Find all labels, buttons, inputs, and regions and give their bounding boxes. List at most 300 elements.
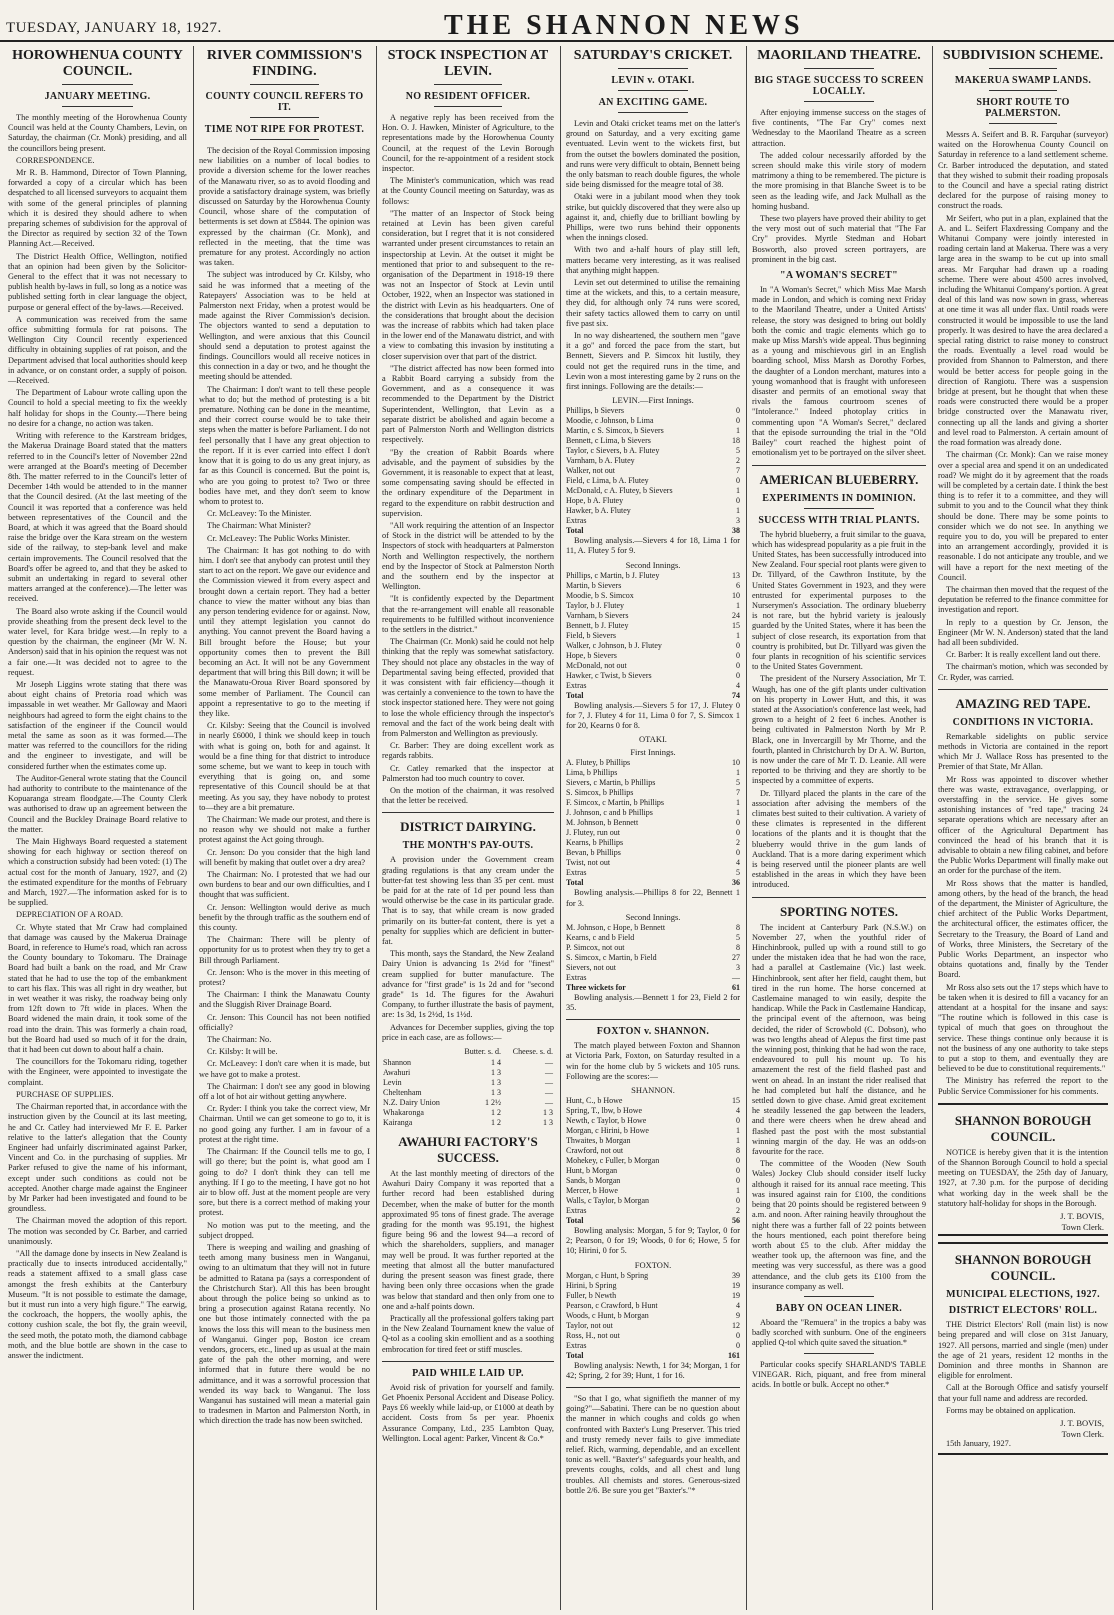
runs: 5 [736,868,740,878]
election-notice [938,1242,1108,1455]
runs: 1 [736,600,740,610]
batsman: Thwaites, b Morgan [566,1135,631,1145]
runs: 2 [736,1205,740,1215]
bowling-analysis: Bowling analysis.—Sievers 4 for 18, Lima 1 for 11, A. Flutey 5 for 9. [566,536,740,556]
article-paragraph: The president of the Nursery Association, Mr T. Waugh, has one of the gift plants under cultivation on his property in Lower Hutt, and this, it was stated at the Association's conference last week, had grown to a height of 2 feet 6 inches. Another is being cultivated in Palmerston North by Mr P. Black, one in Invercargill by Mr Thorne, and the fourth, planted in Christchurch by Dr A. W. Burton, is now under the care of Mr T. D. Leanie. All were reported to be thriving and they are shortly to be inspected by a committee of experts. [752,674,926,786]
divider [938,689,1108,690]
divider [434,84,503,85]
runs: 1 [736,768,740,778]
runs: 0 [736,818,740,828]
scorecard-row [566,768,740,778]
batsman: Martin, c S. Simcox, b Sievers [566,426,664,436]
article-subhead: MAKERUA SWAMP LANDS. [954,75,1092,86]
factory-name: N.Z. Dairy Union [383,1098,440,1108]
batsman: M. Johnson, b Bennett [566,818,639,828]
article-paragraph: The match played between Foxton and Shannon at Victoria Park, Foxton, on Saturday resulted in a win for the home club by 5 wickets and 105 runs. Following are the scores:— [566,1041,740,1081]
batsman: Sievers, not out [566,962,616,972]
article-headline: DISTRICT DAIRYING. [400,819,536,835]
scorecard-row [566,661,740,671]
divider [566,1387,740,1388]
article-paragraph: Mr R. B. Hammond, Director of Town Planning, forwarded a copy of a circular which has been despatched to all licensed surveyors to acquaint them with some of the general principles of planning which it is desired they should adhere to when preparing schemes of subdivision for the approval of the Director as required by section 32 of the Town Planning Act.—Received. [8,168,187,249]
runs: 15 [732,620,740,630]
advance-price: 1 2 [491,1118,502,1128]
scorecard-row [566,476,740,486]
article-paragraph: The Chairman: I don't see any good in blowing off a lot of hot air without getting anywhere. [199,1081,370,1102]
batsman: Hope, b Sievers [566,650,617,660]
batsman: Fuller, b Newth [566,1290,617,1300]
runs: 0 [736,670,740,680]
article-paragraph: In reply to a question by Cr. Jenson, the Engineer (Mr W. N. Anderson) stated that the land had all been subdivided. [938,617,1108,647]
batsman: J. Flutey, run out [566,828,620,838]
columns [6,46,1108,1610]
runs: 27 [732,952,740,962]
table-row [382,1108,554,1118]
article-subhead: SUCCESS WITH TRIAL PLANTS. [758,514,920,526]
advance-price: — [545,1058,553,1068]
table-header-cell: Butter. s. d. [464,1047,502,1057]
runs: 5 [736,446,740,456]
table-row [382,1118,554,1128]
article-paragraph: Cr. Jenson: Wellington would derive as much benefit by the through traffic as the southern end of this county. [199,902,370,933]
scorecard-row [566,838,740,848]
runs: 4 [736,858,740,868]
batsman: Bennett, b J. Flutey [566,620,629,630]
runs: 0 [736,1115,740,1125]
scorecard-row [566,1126,740,1136]
scorecard-row [566,1196,740,1206]
article-paragraph: In no way disheartened, the southern men "gave it a go" and forced the pace from the start, but Bennett, Sievers and P. Simcox hit lustily, they could not get the required runs in the time, and Levin won a most interesting game by 2 runs on the first innings. Following are the details:— [566,331,740,392]
divider [434,106,503,107]
borough-notice [938,1103,1108,1236]
runs: 0 [736,1175,740,1185]
article-paragraph: On the motion of the chairman, it was resolved that the letter be received. [382,786,554,806]
runs: 1 [736,808,740,818]
scorecard-row [566,1166,740,1176]
article-paragraph: The Chairman: It has got nothing to do with him. I don't see that anybody can protest until they start to act on the report. We gave our evidence and the Commission viewed it from every aspect and brought down a certain report. They had a better chance to view the matter without any bias than any person tendering evidence for or against. Now, until they attempt legislation you cannot do anything. You cannot prevent the Board having a Bill brought before the House; but your opportunity comes then to prevent the Bill becoming an Act. It will not be any Government department that will bring this Bill down; it will be the Manawatu-Oroua River Board sponsored by some member of Parliament. The Council can appoint a representative to go to the meeting if they like. [199,545,370,718]
article-paragraph: Levin set out determined to utilise the remaining time at the wickets, and this, to a certain measure, they did, for although only 74 runs were scored, their safety tactics allowed them to carry on until five past six. [566,278,740,328]
article-paragraph: Mr Seifert, who put in a plan, explained that the A. and L. Seifert Flaxdressing Company and the Whitanui Company were jointly interested in roading certain land at Makerua. There was a very large area in the swamp to be cut up into small areas. Mr Farquhar had drawn up a roading scheme. There were about 4500 acres involved, including the Whitanui Company's portion. A great deal of this land was now sown in grass, whereas at one time it was all under flax. Until roads were constructed it would be impossible to use the land properly. It was desired to have the area declared a special rating district to raise money to construct the roads. Eventually a level road would be provided from Shannon to Palmerston, and there would be better access for people going in the direction of Rangiotu. There was a suspension bridge at present, but he thought that when these roads were constructed there would be a proper bridge constructed over the Manawatu river, connecting up all the lands and giving a shorter and level road to Palmerston. A certain amount of the road formation was already done. [938,213,1108,448]
batsman: Extras [566,516,587,526]
article-paragraph: Cr. Kilsby: Seeing that the Council is involved in nearly £6000, I think we should keep in touch with what is going on, both for and against. It would be a fine thing for that district to introduce some scheme, but we want to keep in touch with everything that is going on, and some representative of this Council should be at that meeting. As you say, they have nobody to protest to—they are a bit premature. [199,721,370,812]
article-paragraph: Call at the Borough Office and satisfy yourself that your full name and address are recorded. [938,1383,1108,1403]
runs: 7 [736,788,740,798]
divider [752,465,926,466]
batsman: Field, b Sievers [566,630,616,640]
article-subhead: CONDITIONS IN VICTORIA. [952,716,1094,728]
article-paragraph: The chairman's motion, which was seconded by Cr. Ryder, was carried. [938,662,1108,682]
runs: 1 [736,798,740,808]
runs: 0 [736,660,740,670]
runs: 4 [736,1105,740,1115]
scorecard-row [566,486,740,496]
batsman: Hawker, b A. Flutey [566,506,631,516]
scorecard-row [566,651,740,661]
notice-subhead: DISTRICT ELECTORS' ROLL. [948,1305,1098,1317]
runs: 1 [736,426,740,436]
divider [250,84,318,85]
advance-price: 1 2½ [485,1098,502,1108]
batsman: Walker, c Johnson, b J. Flutey [566,640,662,650]
divider [804,68,874,69]
notice-date: 15th January, 1927. [946,1438,1011,1448]
batsman: Taylor, b J. Flutey [566,600,625,610]
article-paragraph: The Chairman: I think the Manawatu County and the Sluggish River Drainage Board. [199,990,370,1010]
advert-text: "So that I go, what signifieth the manner of my going?"—Sabatini. There can be no question about the manner in which coughs and colds go when confronted with Baxter's Lung Preserver. This tried and trusty remedy never fails to give immediate relief. Rich, warming, dependable, and an excellent tonic as well. "Baxter's" safeguards your health, and prevents coughs, colds, and all chest and lung troubles. All chemists and stores. Generous-sized bottle 2/6. Be sure you get "Baxter's."* [566,1393,740,1495]
innings-title: Second Innings. [625,911,681,922]
scorecard-row [566,601,740,611]
article-paragraph: The subject was introduced by Cr. Kilsby, who said he was informed that a meeting of the Ratepayers' Association was to be held at Palmerston next Friday, when a protest would be made against the River Commission's decision. The objectors wanted to send a deputation to Wellington, and were anxious that this Council should send a deputation to protest against the findings. Councillors would all receive notices in this connection in a day or two, and he thought the meeting should be attended. [199,270,370,382]
article-paragraph: Cr. Whyte stated that Mr Craw had complained that damage was caused by the Makerua Drainage Board, in reference to Hume's road, which ran across the County boundary to Tokomaru. The Drainage Board had built a bank on the road, and Mr Craw stated that he had to use the top of the embankment to cart his flax. This was all right in dry weather, but in wet weather it was risky, the roadway being only from 12ft down to 7ft wide in places. When the Board widened the main drain, it took some of the road into the drain. This was formerly a chain road, but the Board had used so much of it for the drain, that it had been cut down to about half a chain. [8,922,187,1055]
scorecard-row [566,828,740,838]
batsman: S. Simcox, c Martin, b Field [566,952,657,962]
article-paragraph: The decision of the Royal Commission imposing new liabilities on a number of local bodies to provide a diversion scheme for the lower reaches of the Manawatu river, so as to avoid flooding and provide a satisfactory drainage system, was briefly discussed on Saturday by the Horowhenua County Council, whose share of the computation of betterments is set down at £5844. The opinion was expressed by the chairman (Cr. Monk), and reflected in the meeting, that the time was premature for any protest. Accordingly no action was taken. [199,146,370,268]
article-paragraph: The Board also wrote asking if the Council would provide sheathing from the present deck level to the water level, for Kara bridge west.—In reply to a question by the chairman, the engineer (Mr W. N. Anderson) said that in his opinion the request was not a fair one.—It was decided not to agree to the request. [8,606,187,677]
article-paragraph: Cr. Catley remarked that the inspector at Palmerston had too much country to cover. [382,763,554,783]
batsman: S. Simcox, b Phillips [566,788,634,798]
scorecard-row [566,1146,740,1156]
article-paragraph: Cr. McLeavey: The Public Works Minister. [207,533,351,543]
scorecard-row [566,1186,740,1196]
runs: 8 [736,942,740,952]
batsman: M. Johnson, c Hope, b Bennett [566,922,666,932]
newspaper-title: THE SHANNON NEWS [444,10,804,41]
runs: 0 [736,640,740,650]
runs: 12 [732,1320,740,1330]
scorecard-row [566,1301,740,1311]
article-body [382,113,554,806]
scorecard-row [566,1331,740,1341]
article-paragraph: The chairman then moved that the request of the deputation be referred to the finance committee for investigation and report. [938,584,1108,615]
advance-price: — [545,1068,553,1078]
scorecard [566,758,740,878]
article-paragraph: These two players have proved their ability to get the very most out of such material that "The Far Cry" provides. Myrtle Stedman and Hobart Bosworth, also proved screen portrayers, are prominent in the big cast. [752,214,926,264]
runs: 8 [736,922,740,932]
article-paragraph: A provision under the Government cream grading regulations is that any cream under the butter-fat test showing less than 35 per cent. must be paid for at the rate of 1d per pound less than would otherwise be the case in its particular grade. That is to say, that while cream is now graded primarily on its butter-fat content, there is yet a penalty for supplies which are deficient in butter-fat. [382,855,554,947]
article-paragraph: The incident at Canterbury Park (N.S.W.) on November 27, when the youthful rider of Hinchinbrook, pulled up with a round still to go under the mistaken idea that he had won the race, had a parallel at Castlemaine (Vic.) last week. Hinchinbrook, sent after her field, caught them, but tired in the run home. The horse concerned at Castlemaine managed to win easily, despite the handicap. While the Pack in Castlemaine Handicap, the principal event of the afternoon, was being decided, the rider of Scrowbold (C. Dobson), who was two lengths ahead of Alepus the first time past the winning post, thinking that he had won the race, endeavoured to pull his mount up. To his amazement the rest of the field flashed past and went on ahead. In an instant the rider realised that he had completed but half the distance, and he settled down to give chase. Amid great excitement he steadily lessened the gap between the leaders, and there were cheers when he drew ahead and flashed past the post with the most substantial winning margin of the day. He was an odds-on favourite for the race. [752,922,926,1157]
article-headline: AWAHURI FACTORY'S SUCCESS. [398,1134,538,1166]
advert-text: Particular cooks specify SHARLAND'S TABLE VINEGAR. Rich, piquant, and free from mineral acids. In bottle or bulk. Accept no other.* [752,1359,926,1389]
article-paragraph: The Ministry has referred the report to the Public Service Commissioner for his comments. [938,1076,1108,1096]
batsman: Walls, c Taylor, b Morgan [566,1195,650,1205]
scorecard-row [566,446,740,456]
advance-price: 1 3 [491,1068,502,1078]
table-header-cell [382,1046,454,1058]
runs: 24 [732,610,740,620]
scorecard-row [566,1156,740,1166]
batsman: Kearns, c and b Field [566,932,635,942]
advance-price: — [545,1098,553,1108]
article-paragraph: The committee of the Wooden (New South Wales) Jockey Club should consider itself lucky although it raised for its annual race meeting. This was insured against rain for £100, the conditions being that 20 points should be registered between 9 a.m. and noon. After raining heavily throughout the night there was a further fall of 22 points between the hours mentioned, each point therefore being worth about £5 to the club. After midday the weather took up, the afternoon was fine, and the meeting was very successful, as there was a good attendance, and the club gets its £100 from the insurance company as well. [752,1159,926,1291]
scorecard-row [566,571,740,581]
batsman: Morgan, c Hirini, b Howe [566,1125,649,1135]
batsman: Hawker, c Twist, b Sievers [566,670,652,680]
article-body [938,732,1108,1097]
divider [804,508,874,509]
batsman: Extras [566,1205,587,1215]
scorecard-row [566,496,740,506]
article-paragraph: "By the creation of Rabbit Boards where advisable, and the payment of subsidies by the Government, it is reasonable to expect that at least, some compensating saving should be effected in the ordinary expenditure of the Department in regard to the expenditure on rabbit destruction and supervision. [382,447,554,518]
runs: 4 [736,680,740,690]
masthead [0,0,1114,42]
scorecard-total: Total 74 [566,690,740,700]
runs: 0 [736,1330,740,1340]
article-headline: SATURDAY'S CRICKET. [573,48,733,63]
article-paragraph: There is weeping and wailing and gnashing of teeth among many business men in Wanganui, owing to an ultimatum that they will not in future be admitted to Ratana pa (says a correspondent of the Christchurch Star). All this has been brought about through the police being so unkind as to bring a prosecution against Ratana recently. No one but those intimately connected with the pa knows the loss this will mean to the business men of Wanganui. Ginger pop, Boston ice cream vendors, grocers, etc., lined up as usual at the main gate of the pah the other morning, and were informed that in future there would be no admittance, and it was a sorrowful procession that wended its way back to Wanganui. The loss Wanganui has sustained will mean a material gain to tradesmen in Marton and Palmerston North, in which direction the trade has now been switched. [199,1242,370,1426]
batsman: McDonald, c A. Flutey, b Sievers [566,486,673,496]
article-paragraph: The Chairman (Cr. Monk) said he could not help thinking that the reply was somewhat satisfactory. They should not place any obstacles in the way of Departmental saving being effected, provided that it was consistent with fair efficiency—though it was certainly a convenience to the town to have the stock inspector stationed here. They were not going to lose the whole efficiency through the inspector's removal and the fact of the work being dealt with from Palmerston and Wellington as previously. [382,637,554,738]
batsman: Mohekey, c Fuller, b Morgan [566,1155,660,1165]
article-paragraph: Cr. Jenson: Do you consider that the high land will benefit by making that outlet over a dry area? [199,847,370,867]
divider [382,812,554,813]
table-header-cell: Cheese. s. d. [512,1047,553,1057]
divider [804,101,874,102]
scorecard-row [566,1271,740,1281]
scorecard-row [566,848,740,858]
column-1 [6,46,187,1610]
factory-name: Levin [383,1078,402,1088]
notice-signature-title: Town Clerk. [1061,1222,1104,1233]
scorecard-row [566,581,740,591]
batsman: F. Simcox, c Martin, b Phillips [566,798,665,808]
table-row [382,1078,554,1088]
batsman: Martin, b Sievers [566,580,622,590]
scorecard-row [566,1311,740,1321]
batsman: Moodie, b S. Simcox [566,590,634,600]
article-paragraph: Mr Joseph Liggins wrote stating that there was about eight chains of Pretoria road which was impassable in wet weather. Mr Galloway and Maori neighbours had agreed to form the eight chains to the satisfaction of the engineer if the Council would metal the same as soon as it was formed.—The matter was referred to the councillors for the riding and the engineer to investigate, and will be considered further when the estimates come up. [8,679,187,771]
scorecard-row [566,406,740,416]
runs: 2 [736,838,740,848]
scorecard-row [566,818,740,828]
runs: 0 [736,416,740,426]
article-paragraph: With two and a-half hours of play still left, matters became very interesting, as it was realised that anything might happen. [566,245,740,275]
article-paragraph: The hybrid blueberry, a fruit similar to the guava, which has widespread popularity as a pie fruit in the United States, has been successfully introduced into New Zealand. Four special root plants were given to Dr. Tillyard, of the Cawthron Institute, by the United States Government in 1923, and they were entrusted for experimental purposes to the Nurserymen's Association. The ordinary blueberry is not rare, but the hybrid variety is jealously guarded by the United States, where it has been the subject of close research, its exportation from that country is prohibited, but Dr. Tillyard was given the four plants in recognition of his scientific services to the United States Government. [752,529,926,672]
article-subhead: NO RESIDENT OFFICER. [405,91,531,102]
article-paragraph: This month, says the Standard, the New Zealand Dairy Union is advancing 1s 2½d for "finest" cream supplied for butter manufacture. The advance for "first grade" is 1s 2d and for "second grade" 1s 1d. The figures for the Awahuri Company, to further illustrate the basis of payment, are: 1s 3d, 1s 2½d, 1s 1½d. [382,949,554,1020]
article-headline: RIVER COMMISSION'S FINDING. [206,48,363,79]
runs: 1 [736,630,740,640]
scorecard [566,1096,740,1216]
divider [989,123,1057,124]
runs: 1 [736,506,740,516]
runs: 0 [736,406,740,416]
article-paragraph: The monthly meeting of the Horowhenua County Council was held at the County Chambers, Levin, on Saturday, the chairman (Cr. Monk) presiding, and all the councillors being present. [8,113,187,153]
scorecard-row [566,631,740,641]
article-paragraph: The Chairman reported that, in accordance with the instruction given by the Council at its last meeting, he and Cr. Catley had interviewed Mr F. E. Parker relative to the latter's allegation that the County Engineer had unfairly discriminated against Parker, Vincent and Co. in the purchasing of supplies. Mr Parker refused to give the name of his informant, except under such conditions as could not be accepted. Another charge made against the Engineer by Mr Parker had been investigated and found to be groundless. [8,1102,187,1214]
advance-price: 1 3 [543,1108,553,1118]
scorecard-row [566,1176,740,1186]
table-row [382,1088,554,1098]
bowling-analysis: Bowling analysis: Newth, 1 for 34; Morgan, 1 for 42; Spring, 2 for 39; Hunt, 1 for 16. [566,1360,740,1380]
batsman: Walker, not out [566,466,616,476]
article-paragraph: Mr Ross shows that the matter is handled, among others, by the head of the branch, the head of the department, the Minister of Agriculture, the chief architect of the Public Works Department, the architectural officer, the estimates officer, the Secretary to the Treasury, the Board of Land and of Works, three Ministers, the Secretary of the Public Works Department, an inspector who obtains quotations and, finally by the Tender Board. [938,878,1108,980]
article-paragraph: A communication was received from the same office submitting formula for rat poisons. The Wellington City Council recently experienced difficulty in obtaining supplies of rat poison, and the Department advised that local authorities should keep in advance, or on constant order, a supply of poison.—Received. [8,314,187,386]
runs: 0 [736,828,740,838]
team-title: SHANNON. [631,1084,675,1095]
article-paragraph: "It is confidently expected by the Department that the re-arrangement will enable all reasonable requirements to be fulfilled without inconvenience to the settlers in the district." [382,594,554,634]
article-paragraph: Messrs A. Seifert and B. R. Farquhar (surveyor) waited on the Horowhenua County Council on Saturday in reference to a land settlement scheme. Cr. Barber introduced the deputation, and stated that they wished to submit their roading proposals to the Council and have a special rating district declared for the purpose of raising money to construct the roads. [938,130,1108,211]
runs: 0 [736,476,740,486]
divider [250,139,318,140]
article-body [199,146,370,1427]
batsman: Hope, b A. Flutey [566,496,624,506]
scorecard-row [566,611,740,621]
batsman: Ross, H., not out [566,1330,620,1340]
article-headline: SPORTING NOTES. [779,903,898,919]
article-subhead: LEVIN v. OTAKI. [611,75,695,86]
runs: 5 [736,778,740,788]
runs: — [732,972,740,982]
scorecard-row [566,1206,740,1216]
batsman: Extras [566,1340,587,1350]
scorecard-row [566,591,740,601]
article-paragraph: Cr. Ryder: I think you take the correct view, Mr Chairman. Until we can get someone to go to, it is no good going any further. I am in favour of a protest at the right time. [199,1104,370,1144]
runs: 9 [736,1310,740,1320]
batsman: Morgan, c Hunt, b Spring [566,1270,649,1280]
divider [804,1353,874,1354]
scorecard-row [566,641,740,651]
advance-price: 1 4 [491,1058,502,1068]
advance-price: 1 3 [491,1088,502,1098]
divider [62,106,134,107]
scorecard-total: Total 38 [566,526,740,536]
article-headline: SUBDIVISION SCHEME. [942,48,1104,63]
scorecard-row [566,466,740,476]
scorecard-row [566,1116,740,1126]
batsman: Lima, b Phillips [566,768,618,778]
factory-name: Kairanga [383,1118,413,1128]
issue-date: TUESDAY, JANUARY 18, 1927. [6,20,222,36]
runs: 15 [732,1095,740,1105]
batsman: Crawford, not out [566,1145,624,1155]
team-title: FOXTON. [634,1259,672,1270]
innings-title: Second Innings. [625,559,681,570]
advance-price: 1 3 [491,1078,502,1088]
article-paragraph: After enjoying immense success on the stages of five continents, "The Far Cry" comes next Wednesday to the Maoriland Theatre as a screen attraction. [752,108,926,148]
advance-table [382,1046,554,1128]
batsman: Varnham, b Sievers [566,610,629,620]
article-body [752,108,926,265]
scorecard-row [566,1106,740,1116]
batsman: Mercer, b Howe [566,1185,618,1195]
scorecard-row [566,808,740,818]
article-headline: HOROWHENUA COUNTY COUNCIL. [12,48,183,79]
article-paragraph: The Chairman: No. [207,1035,272,1045]
article-paragraph: Writing with reference to the Karstream bridges, the Makerua Drainage Board stated that the matters referred to in the Council's letter of November 22nd were arranged at the Board's meeting of December 8th. The matter referred to in the Council's letter of December 14th would be attended to in the manner that the Council desired. (At the last meeting of the Council it was reported that a conference was held between representatives of the Council and the Board, at which it was agreed that the Board should raise the bridge over the Kara stream on the western side of the railway, to step-bank level and make certain improvements. The Council resolved that the Board's offer be agreed to, and that they be asked to submit an undertaking in regard to several other matters arranged at the conference).—The letter was received. [8,431,187,604]
scorecard-row [566,681,740,691]
article-subhead: AN EXCITING GAME. [598,97,708,108]
scorecard-total: Three wickets for 61 [566,982,740,992]
article-subhead: EXPERIMENTS IN DOMINION. [762,492,916,504]
article-body [566,119,740,392]
article-subhead: SHORT ROUTE TO PALMERSTON. [976,97,1070,119]
runs: 19 [732,1290,740,1300]
runs: 8 [736,1145,740,1155]
article-paragraph: The District Health Office, Wellington, notified that an opinion had been given by the Solicitor-General to the effect that it was not necessary to publish health by-laws in full, so long as a notice was published setting forth in clear language the object, purpose or general effect of the by-laws.—Received. [8,251,187,312]
notice-signature-title: Town Clerk. [1061,1428,1104,1439]
batsman: Hunt, b Morgan [566,1165,618,1175]
column-3 [376,46,554,1610]
runs: 0 [736,1195,740,1205]
article-paragraph: The Main Highways Board requested a statement showing for each highway or section thereof on which a construction subsidy had been voted: (1) The actual cost for the month of January, 1927, and (2) the estimated expenditure for the months of February and March, 1927.—The information asked for is to be supplied. [8,837,187,908]
batsman: Spring, T., lbw, b Howe [566,1105,643,1115]
article-headline: STOCK INSPECTION AT LEVIN. [387,48,549,79]
notice-subhead: MUNICIPAL ELECTIONS, 1927. [946,1289,1100,1301]
batsman: Extras [566,868,587,878]
batsman: Sievers, c Martin, b Phillips [566,778,656,788]
scorecard [566,406,740,526]
advance-table-body [382,1058,554,1128]
scorecard-row [566,973,740,983]
batsman: J. Johnson, c and b Phillips [566,808,653,818]
batsman: Bevan, b Phillips [566,848,621,858]
factory-name: Cheltenham [383,1088,422,1098]
article-paragraph: Mr Ross also sets out the 17 steps which have to be taken when it is desired to fill a vacancy for an attendant at a hospital for the insane and says: "The routine which is followed in this case is typical of much that goes on throughout the service. These things continue only because it is not the business of any one authority to take steps to put a stop to them, and eventually they are believed to be due to constitutional requirements." [938,982,1108,1074]
article-paragraph: In "A Woman's Secret," which Miss Mae Marsh made in London, and which is coming next Friday to the Maoriland Theatre, under a United Artists' release, the story was designed to bring out boldly both the comic and tragic elements which go to make up Miss Marsh's wide appeal. Thus beginning as a young and mischievous girl in an English boarding school, Miss Marsh as Dorothy Forbes, the daughter of a London merchant, matures into a young womanhood that is fraught with unforeseen disaster and permits of an emotional sway that rivals the famous courtroom scenes of "Intolerance." Indeed photoplay critics in commenting upon "A Woman's Secret," declared that the episode surrounding the trial in the "Old Bailey" court reached the highest point of emotionalism yet to be portrayed on the silver sheet. [752,285,926,458]
advance-price: — [545,1078,553,1088]
article-headline: MAORILAND THEATRE. [757,48,921,63]
article-paragraph: Levin and Otaki cricket teams met on the latter's ground on Saturday, and a very exciting game eventuated. Levin went to the wickets first, but from the outset the bowlers dominated the position, and runs were very difficult to obtain, Bennett being the only batsman to reach double figures, the whole side being dismissed for the meagre total of 38. [566,119,740,190]
runs: 10 [732,758,740,768]
divider [618,68,688,69]
batsman: Taylor, c Sievers, b A. Flutey [566,446,660,456]
runs: 0 [736,1155,740,1165]
runs: 0 [736,1165,740,1175]
runs: 3 [736,516,740,526]
advance-price: 1 2 [491,1108,502,1118]
article-paragraph: Remarkable sidelights on public service methods in Victoria are contained in the report which Mr J. Wallace Ross has presented to the Premier of that State, Mr Allan. [938,731,1108,772]
advance-price: — [545,1088,553,1098]
bowling-analysis: Bowling analysis.—Sievers 5 for 17, J. Flutey 0 for 7, J. Flutey 4 for 11, Lima 0 for 7, S. Simcox 1 for 20, Kearns 0 for 8. [566,700,740,731]
article-headline: AMAZING RED TAPE. [955,695,1091,711]
batsman: Pearson, c Crawford, b Hunt [566,1300,658,1310]
bowling-analysis: Bowling analysis.—Phillips 8 for 22, Bennett 1 for 3. [566,888,740,908]
column-5 [746,46,926,1610]
runs: 1 [736,1135,740,1145]
article-subhead: FOXTON v. SHANNON. [596,1026,710,1038]
runs: 10 [732,590,740,600]
article-body [752,530,926,891]
article-body [382,855,554,1043]
notice-signature: J. T. BOVIS, [1060,1417,1104,1428]
batsman: Extras [566,680,587,690]
batsman: Twist, not out [566,858,611,868]
scorecard-row [566,923,740,933]
innings-title: LEVIN.—First Innings. [612,395,694,406]
batsman: Taylor, not out [566,1320,613,1330]
scorecard-row [566,416,740,426]
advert-headline: PAID WHILE LAID UP. [412,1367,524,1379]
article-subhead: JANUARY MEETING. [44,91,151,102]
runs: 1 [736,486,740,496]
scorecard [566,923,740,983]
bowling-analysis: Bowling analysis.—Bennett 1 for 23, Field 2 for 35. [566,992,740,1012]
article-paragraph: The Chairman: If the Council tells me to go, I will go there; but the point is, what good am I going to do? I don't think they can tell me anything. If I go to the meeting, I have got no hot air to blow off. Just at the moment people are very sore, but there is a correct method of making your protest. [199,1147,370,1218]
article-headline: AMERICAN BLUEBERRY. [759,471,919,487]
scorecard-row [566,1096,740,1106]
scorecard-row [566,1341,740,1351]
runs: 0 [736,650,740,660]
article-paragraph: The added colour necessarily afforded by the screen should make this virile story of modern matrimony a thing to be remembered. The picture is the more promising in that Blanche Sweet is to be seen as the leading wife, and Jack Mulhall as the homing husband. [752,150,926,211]
article-paragraph: Advances for December supplies, giving the top price in each case, are as follows:— [382,1022,554,1042]
article-paragraph: CORRESPONDENCE. [16,155,95,165]
batsman: Bennett, c Lima, b Sievers [566,436,651,446]
scorecard-row [566,426,740,436]
article-paragraph: "All the damage done by insects in New Zealand is practically due to insects introduced accidentally," reads a statement affixed to a small glass case amongst the fresh exhibits at the Canterbury Museum. "It is not possible to estimate the damage, but it must run into a very high figure." The earwig, the cockroach, the hoppers, the woolly aphis, the cottony cushion scale, the bot fly, the grain weevil, the seed moth, the potato moth, the diamond cabbage moth, and the blue bottle are shown in the case to answer the indictment. [8,1248,187,1360]
article-paragraph: A negative reply has been received from the Hon. O. J. Hawken, Minister of Agriculture, to the representations made by the Horowhenua County Council, at the request of the Levin Borough Council, for the re-appointment of a resident stock inspector. [382,113,554,174]
factory-name: Shannon [383,1058,411,1068]
scorecard-row [566,943,740,953]
divider [618,90,688,91]
